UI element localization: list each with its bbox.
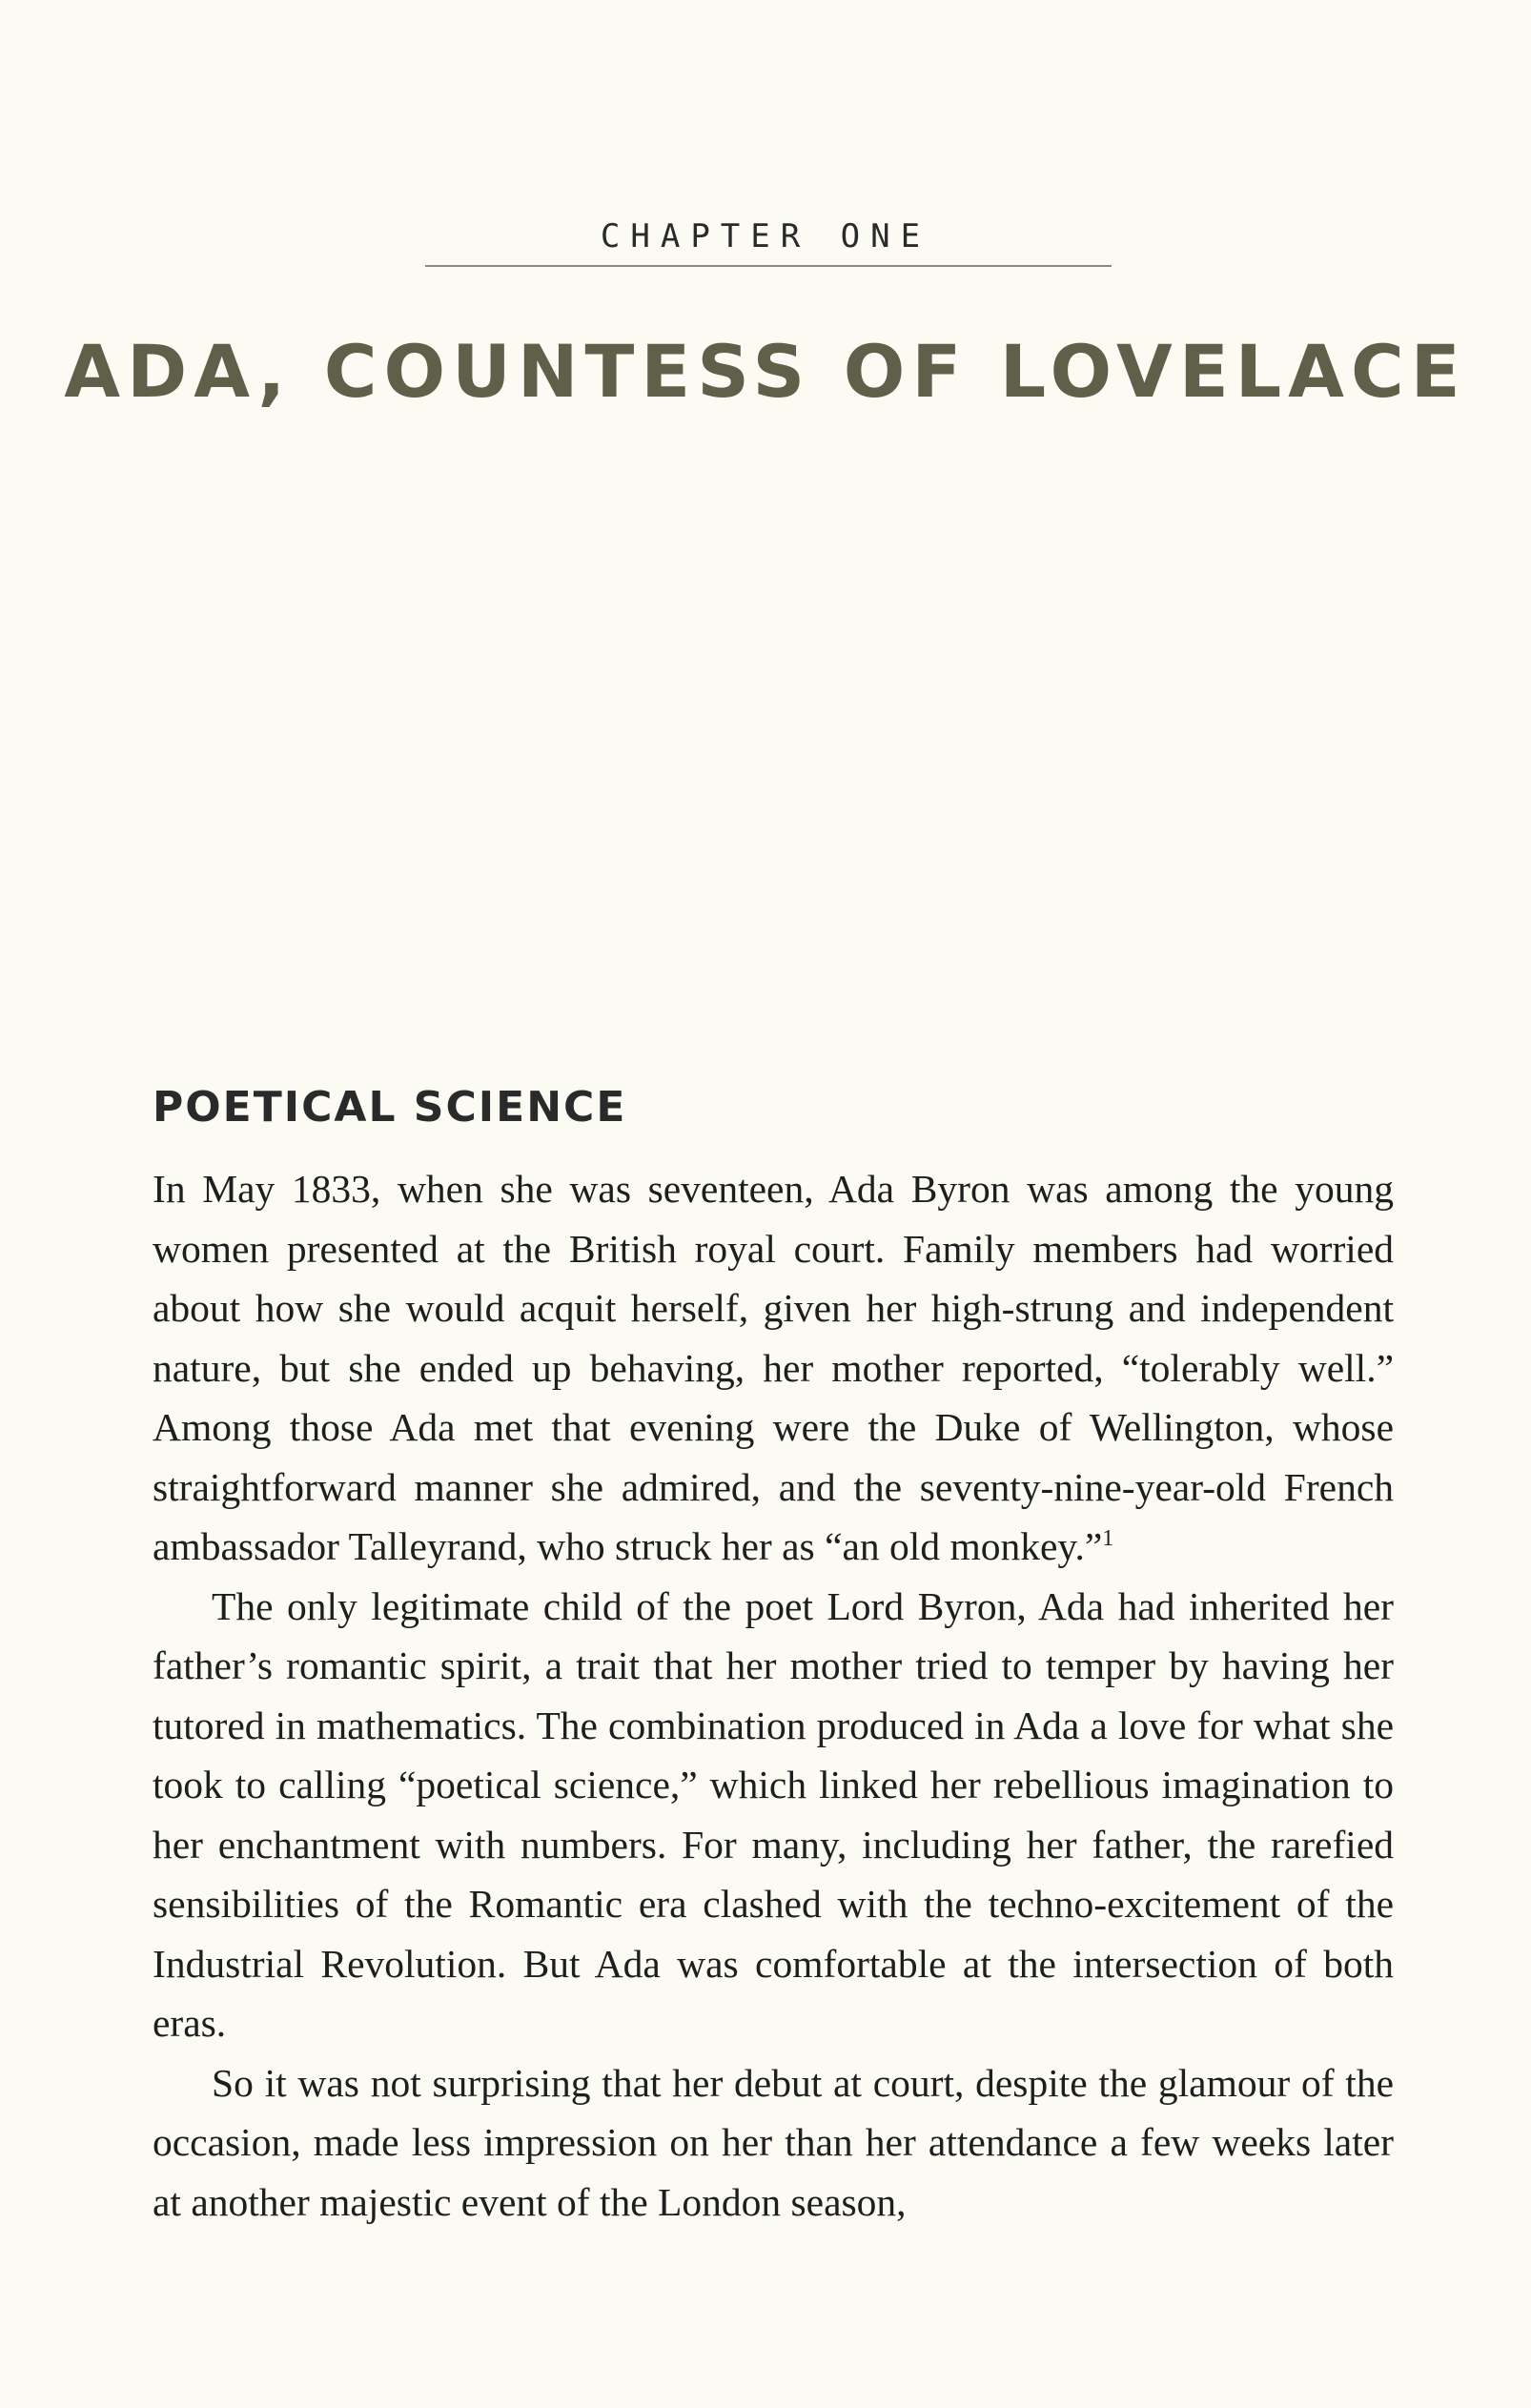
section-heading: POETICAL SCIENCE — [153, 1083, 627, 1132]
chapter-label: CHAPTER ONE — [600, 217, 931, 255]
paragraph-2: The only legitimate child of the poet Lord Byron, Ada had inherited her father’s romantic spirit, a trait that her mother tried to temper by having her tutored in mathematics. The combination produced in Ada a love for what she took to calling “poetical science,” which linked her rebellious imagination to her enchantment with numbers. For many, including her father, the rarefied sensibilities of the Romantic era clashed with the techno-excitement of the Industrial Revolution. But Ada was comfortable at the intersection of both eras. — [153, 1583, 1394, 2045]
chapter-rule-divider — [425, 265, 1112, 267]
paragraph-3: So it was not surprising that her debut at court, despite the glamour of the occasion, made less impression on her than her attendance a few weeks later at another majestic event of the London season, — [153, 2060, 1394, 2224]
paragraph-1 — [153, 1159, 1394, 1577]
body-text — [153, 1159, 1394, 2232]
paragraph-1-text: In May 1833, when she was seventeen, Ada Byron was among the young women presented at the British royal court. Family members had worried about how she would acquit herself, given her high-strung and independent nature, but she ended up behaving, her mother reported, “tolerably well.” Among those Ada met that evening were the Duke of Wellington, whose straightforward manner she admired, and the seventy-nine-year-old French ambassador Talleyrand, who struck her as “an old monkey.” — [153, 1167, 1394, 1568]
footnote-marker: 1 — [1102, 1526, 1114, 1552]
chapter-title: ADA, COUNTESS OF LOVELACE — [64, 329, 1467, 414]
